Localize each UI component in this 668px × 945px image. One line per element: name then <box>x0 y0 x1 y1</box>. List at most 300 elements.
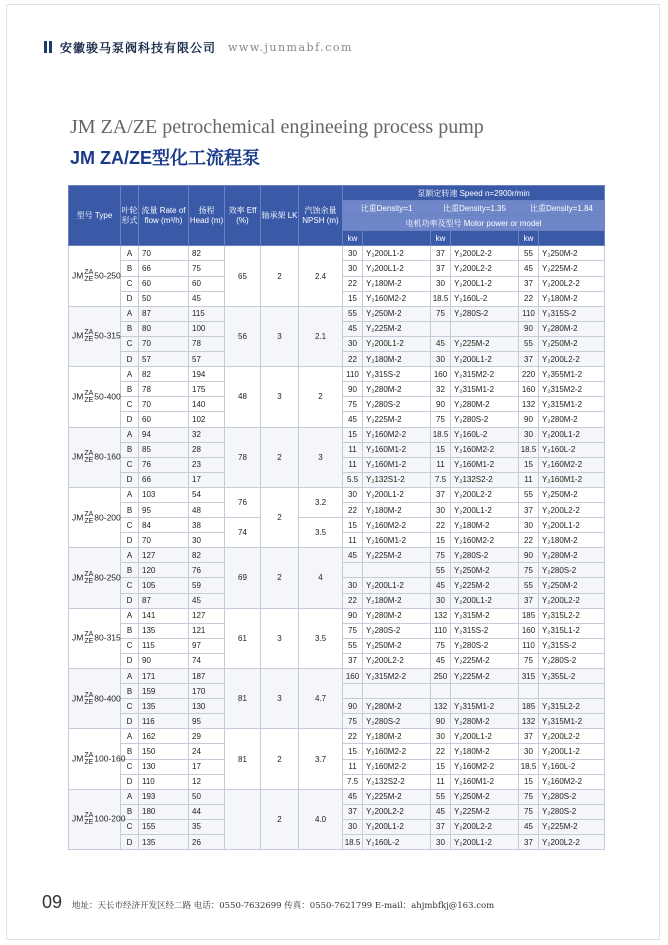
impeller-cell: B <box>121 502 139 517</box>
header-motor: 电机功率及型号 Motor power or model <box>343 216 605 231</box>
motor-cell: Y₂200L1-2 <box>539 744 605 759</box>
motor-cell: Y₂280M-2 <box>451 397 519 412</box>
flow-cell: 135 <box>139 699 189 714</box>
impeller-cell: D <box>121 593 139 608</box>
kw-cell: 55 <box>519 578 539 593</box>
model-type <box>69 789 126 849</box>
impeller-cell: B <box>121 744 139 759</box>
kw-cell: 55 <box>343 638 363 653</box>
kw-cell: 30 <box>343 336 363 351</box>
model-type <box>69 608 121 668</box>
motor-cell: Y₂315L2-2 <box>539 699 605 714</box>
kw-cell: 55 <box>519 246 539 261</box>
motor-cell: Y₂132S1-2 <box>363 472 431 487</box>
impeller-cell: D <box>121 472 139 487</box>
motor-cell: Y₂180M-2 <box>451 744 519 759</box>
model-type <box>69 669 121 729</box>
motor-cell: Y₂315L1-2 <box>539 623 605 638</box>
table-row <box>69 729 605 744</box>
kw-cell: 7.5 <box>343 774 363 789</box>
model-prefix: JM <box>72 692 84 703</box>
flow-cell: 120 <box>139 563 189 578</box>
model-zaze: ZA ZE <box>84 329 94 344</box>
kw-cell: 37 <box>431 246 451 261</box>
kw-cell: 30 <box>431 593 451 608</box>
kw-cell: 37 <box>431 261 451 276</box>
table-row <box>69 306 605 321</box>
motor-cell: Y₂160M2-2 <box>363 759 431 774</box>
impeller-cell: D <box>121 533 139 548</box>
motor-cell: Y₂200L2-2 <box>539 835 605 850</box>
motor-cell: Y₂160M2-2 <box>451 442 519 457</box>
header-speed: 泵额定转速 Speed n=2900r/min <box>343 186 605 201</box>
kw-cell: 30 <box>519 744 539 759</box>
motor-cell: Y₂200L2-2 <box>451 261 519 276</box>
head-cell: 45 <box>189 593 225 608</box>
motor-cell: Y₂225M-2 <box>363 789 431 804</box>
model-prefix: JM <box>72 451 84 462</box>
motor-cell: Y₂280M-2 <box>539 412 605 427</box>
flow-cell: 80 <box>139 321 189 336</box>
contact-address: 地址：天长市经济开发区经二路 电话：0550-7632699 传真：0550-7621799 E-mail：ahjmbfkj@163.com <box>72 901 495 911</box>
impeller-cell: C <box>121 819 139 834</box>
motor-cell: Y₂160M1-2 <box>363 533 431 548</box>
kw-cell <box>343 563 363 578</box>
motor-cell: Y₂160M2-2 <box>363 744 431 759</box>
model-zaze: ZA ZE <box>84 752 94 767</box>
kw-cell: 30 <box>431 835 451 850</box>
kw-cell <box>343 684 363 699</box>
impeller-cell: A <box>121 306 139 321</box>
kw-cell: 15 <box>431 533 451 548</box>
impeller-cell: C <box>121 699 139 714</box>
header-kw: kw <box>431 231 451 246</box>
kw-cell: 22 <box>519 291 539 306</box>
table-row <box>69 548 605 563</box>
kw-cell: 15 <box>343 291 363 306</box>
motor-cell: Y₂225M-2 <box>363 321 431 336</box>
model-zaze: ZA ZE <box>84 812 94 827</box>
kw-cell: 45 <box>431 336 451 351</box>
motor-cell: Y₂280S-2 <box>363 397 431 412</box>
flow-cell: 193 <box>139 789 189 804</box>
eff-cell: 61 <box>225 608 261 668</box>
flow-cell: 82 <box>139 367 189 382</box>
motor-cell: Y₂200L1-2 <box>451 835 519 850</box>
head-cell: 60 <box>189 276 225 291</box>
company-name: 安徽骏马泵阀科技有限公司 <box>60 40 217 55</box>
table-row <box>69 246 605 261</box>
header-density-1: 比重Density=1 <box>343 201 431 216</box>
eff-cell <box>225 789 261 849</box>
motor-cell: Y₂160M2-2 <box>363 427 431 442</box>
motor-cell: Y₂160M2-2 <box>363 291 431 306</box>
title-english: JM ZA/ZE petrochemical engineeing process pump <box>70 116 484 138</box>
model-prefix: JM <box>72 391 84 402</box>
model-zaze: ZA ZE <box>84 691 94 706</box>
kw-cell: 45 <box>343 321 363 336</box>
title-chinese: JM ZA/ZE型化工流程泵 <box>70 148 261 168</box>
motor-cell: Y₂315M1-2 <box>539 397 605 412</box>
impeller-cell: A <box>121 789 139 804</box>
motor-cell: Y₂132S2-2 <box>451 472 519 487</box>
kw-cell <box>519 684 539 699</box>
motor-cell: Y₂280S-2 <box>539 563 605 578</box>
motor-cell: Y₂200L1-2 <box>451 352 519 367</box>
flow-cell: 84 <box>139 518 189 533</box>
head-cell: 23 <box>189 457 225 472</box>
impeller-cell: C <box>121 638 139 653</box>
motor-cell: Y₂280S-2 <box>451 638 519 653</box>
model-prefix: JM <box>72 813 84 824</box>
impeller-cell: B <box>121 321 139 336</box>
motor-cell: Y₂280S-2 <box>451 412 519 427</box>
impeller-cell: D <box>121 835 139 850</box>
motor-cell: Y₂160M2-2 <box>539 774 605 789</box>
motor-cell: Y₂200L2-2 <box>539 352 605 367</box>
impeller-cell: A <box>121 608 139 623</box>
impeller-cell: B <box>121 563 139 578</box>
kw-cell: 75 <box>431 412 451 427</box>
motor-cell: Y₂132S2-2 <box>363 774 431 789</box>
impeller-cell: B <box>121 623 139 638</box>
motor-cell: Y₂280S-2 <box>539 653 605 668</box>
kw-cell: 55 <box>431 563 451 578</box>
motor-cell: Y₂180M-2 <box>451 518 519 533</box>
impeller-cell: A <box>121 367 139 382</box>
motor-cell: Y₂200L2-2 <box>539 502 605 517</box>
kw-cell: 75 <box>431 638 451 653</box>
motor-cell: Y₂225M-2 <box>451 578 519 593</box>
head-cell: 127 <box>189 608 225 623</box>
kw-cell: 18.5 <box>343 835 363 850</box>
kw-cell: 11 <box>431 457 451 472</box>
motor-cell <box>539 684 605 699</box>
kw-cell: 15 <box>431 442 451 457</box>
kw-cell: 160 <box>343 669 363 684</box>
head-cell: 130 <box>189 699 225 714</box>
head-cell: 17 <box>189 472 225 487</box>
website-url: www.junmabf.com <box>228 40 353 54</box>
motor-cell: Y₂160M2-2 <box>363 518 431 533</box>
kw-cell: 22 <box>343 593 363 608</box>
motor-cell: Y₂225M-2 <box>539 261 605 276</box>
motor-cell: Y₂200L2-2 <box>363 804 431 819</box>
eff-cell: 78 <box>225 427 261 487</box>
head-cell: 170 <box>189 684 225 699</box>
motor-cell: Y₂250M-2 <box>451 789 519 804</box>
head-cell: 187 <box>189 669 225 684</box>
motor-cell: Y₂250M-2 <box>539 336 605 351</box>
kw-cell: 55 <box>343 306 363 321</box>
kw-cell: 18.5 <box>519 759 539 774</box>
motor-cell: Y₂200L2-2 <box>539 593 605 608</box>
model-size: 80-400 <box>94 692 121 703</box>
lk-cell: 3 <box>261 367 299 427</box>
model-size: 50-400 <box>94 391 121 402</box>
model-type <box>69 548 121 608</box>
kw-cell: 30 <box>343 819 363 834</box>
eff-cell: 48 <box>225 367 261 427</box>
kw-cell: 22 <box>431 518 451 533</box>
motor-cell: Y₂160L-2 <box>539 442 605 457</box>
kw-cell: 15 <box>519 457 539 472</box>
motor-cell: Y₂200L2-2 <box>539 276 605 291</box>
npsh-cell: 3.5 <box>299 518 343 548</box>
header-density-184: 比重Density=1.84 <box>519 201 605 216</box>
motor-cell: Y₂355M1-2 <box>539 367 605 382</box>
head-cell: 44 <box>189 804 225 819</box>
kw-cell: 45 <box>519 261 539 276</box>
kw-cell: 30 <box>431 729 451 744</box>
kw-cell: 75 <box>519 653 539 668</box>
lk-cell: 2 <box>261 729 299 789</box>
kw-cell: 132 <box>431 608 451 623</box>
motor-cell: Y₂180M-2 <box>539 291 605 306</box>
kw-cell: 45 <box>343 789 363 804</box>
flow-cell: 50 <box>139 291 189 306</box>
lk-cell: 2 <box>261 789 299 849</box>
flow-cell: 70 <box>139 336 189 351</box>
model-size: 80-200 <box>94 511 121 522</box>
motor-cell <box>363 563 431 578</box>
model-zaze: ZA ZE <box>84 631 94 646</box>
npsh-cell: 2 <box>299 367 343 427</box>
motor-cell: Y₂180M-2 <box>539 533 605 548</box>
kw-cell <box>431 321 451 336</box>
impeller-cell: D <box>121 412 139 427</box>
motor-cell: Y₂200L1-2 <box>451 729 519 744</box>
page-footer <box>42 892 494 913</box>
eff-cell: 81 <box>225 729 261 789</box>
table-row <box>69 367 605 382</box>
model-zaze: ZA ZE <box>84 450 94 465</box>
impeller-cell: B <box>121 684 139 699</box>
impeller-cell: A <box>121 427 139 442</box>
motor-cell <box>451 684 519 699</box>
motor-cell: Y₂315S-2 <box>539 638 605 653</box>
flow-cell: 87 <box>139 306 189 321</box>
kw-cell: 37 <box>343 804 363 819</box>
kw-cell: 22 <box>343 352 363 367</box>
motor-cell: Y₂200L1-2 <box>363 261 431 276</box>
npsh-cell: 4.7 <box>299 669 343 729</box>
kw-cell: 22 <box>519 533 539 548</box>
head-cell: 140 <box>189 397 225 412</box>
kw-cell: 45 <box>343 548 363 563</box>
page-number: 09 <box>42 892 63 912</box>
flow-cell: 141 <box>139 608 189 623</box>
motor-cell: Y₂180M-2 <box>363 502 431 517</box>
kw-cell: 75 <box>431 548 451 563</box>
head-cell: 30 <box>189 533 225 548</box>
impeller-cell: B <box>121 382 139 397</box>
kw-cell: 30 <box>343 261 363 276</box>
flow-cell: 76 <box>139 457 189 472</box>
motor-cell: Y₂225M-2 <box>451 804 519 819</box>
eff-cell: 69 <box>225 548 261 608</box>
model-prefix: JM <box>72 753 84 764</box>
kw-cell: 315 <box>519 669 539 684</box>
table-row <box>69 518 605 533</box>
npsh-cell: 2.4 <box>299 246 343 306</box>
motor-cell: Y₂280S-2 <box>451 548 519 563</box>
model-size: 100-200 <box>94 813 126 824</box>
impeller-cell: A <box>121 487 139 502</box>
motor-cell: Y₂160M1-2 <box>539 472 605 487</box>
motor-cell: Y₂200L1-2 <box>539 427 605 442</box>
flow-cell: 110 <box>139 774 189 789</box>
kw-cell: 37 <box>519 593 539 608</box>
flow-cell: 105 <box>139 578 189 593</box>
head-cell: 82 <box>189 246 225 261</box>
eff-cell: 65 <box>225 246 261 306</box>
model-size: 50-250 <box>94 270 121 281</box>
kw-cell: 30 <box>343 487 363 502</box>
flow-cell: 155 <box>139 819 189 834</box>
kw-cell: 110 <box>519 638 539 653</box>
head-cell: 59 <box>189 578 225 593</box>
model-type <box>69 367 121 427</box>
motor-cell: Y₂280M-2 <box>539 321 605 336</box>
model-type <box>69 487 121 547</box>
header-density-135: 比重Density=1.35 <box>431 201 519 216</box>
kw-cell: 45 <box>431 578 451 593</box>
model-size: 80-250 <box>94 572 121 583</box>
head-cell: 194 <box>189 367 225 382</box>
motor-cell: Y₂225M-2 <box>363 412 431 427</box>
lk-cell: 2 <box>261 427 299 487</box>
motor-cell: Y₂200L1-2 <box>363 819 431 834</box>
kw-cell: 160 <box>519 382 539 397</box>
motor-cell: Y₂225M-2 <box>451 653 519 668</box>
flow-cell: 70 <box>139 533 189 548</box>
impeller-cell: D <box>121 352 139 367</box>
motor-cell: Y₂160L-2 <box>451 291 519 306</box>
head-cell: 50 <box>189 789 225 804</box>
model-size: 100-160 <box>94 753 126 764</box>
kw-cell: 45 <box>519 819 539 834</box>
model-type <box>69 729 126 789</box>
motor-cell: Y₂315S-2 <box>363 367 431 382</box>
kw-cell: 37 <box>431 819 451 834</box>
kw-cell: 15 <box>519 774 539 789</box>
kw-cell: 90 <box>519 548 539 563</box>
motor-cell: Y₂200L2-2 <box>363 653 431 668</box>
impeller-cell: A <box>121 729 139 744</box>
head-cell: 95 <box>189 714 225 729</box>
motor-cell: Y₂280M-2 <box>451 714 519 729</box>
motor-cell: Y₂225M-2 <box>363 548 431 563</box>
flow-cell: 60 <box>139 276 189 291</box>
head-cell: 175 <box>189 382 225 397</box>
head-cell: 75 <box>189 261 225 276</box>
head-cell: 97 <box>189 638 225 653</box>
kw-cell: 11 <box>343 442 363 457</box>
kw-cell: 37 <box>343 653 363 668</box>
flow-cell: 70 <box>139 246 189 261</box>
head-cell: 57 <box>189 352 225 367</box>
head-cell: 26 <box>189 835 225 850</box>
kw-cell: 185 <box>519 699 539 714</box>
motor-cell: Y₂315M1-2 <box>539 714 605 729</box>
flow-cell: 95 <box>139 502 189 517</box>
flow-cell: 103 <box>139 487 189 502</box>
motor-cell: Y₂160M1-2 <box>451 457 519 472</box>
head-cell: 121 <box>189 623 225 638</box>
motor-cell: Y₂315M1-2 <box>451 382 519 397</box>
flow-cell: 85 <box>139 442 189 457</box>
model-size: 80-315 <box>94 632 121 643</box>
kw-cell: 90 <box>343 382 363 397</box>
model-zaze: ZA ZE <box>84 570 94 585</box>
kw-cell: 5.5 <box>343 472 363 487</box>
model-prefix: JM <box>72 511 84 522</box>
flow-cell: 130 <box>139 759 189 774</box>
kw-cell: 132 <box>431 699 451 714</box>
header-bars-icon <box>44 41 52 53</box>
kw-cell: 90 <box>519 321 539 336</box>
kw-cell: 15 <box>431 759 451 774</box>
head-cell: 48 <box>189 502 225 517</box>
flow-cell: 90 <box>139 653 189 668</box>
head-cell: 29 <box>189 729 225 744</box>
impeller-cell: C <box>121 457 139 472</box>
kw-cell: 160 <box>519 623 539 638</box>
impeller-cell: D <box>121 653 139 668</box>
motor-cell <box>451 321 519 336</box>
flow-cell: 87 <box>139 593 189 608</box>
motor-cell: Y₂315M2-2 <box>539 382 605 397</box>
impeller-cell: C <box>121 276 139 291</box>
eff-cell: 56 <box>225 306 261 366</box>
impeller-cell: D <box>121 714 139 729</box>
model-type <box>69 306 121 366</box>
kw-cell: 75 <box>431 306 451 321</box>
kw-cell: 30 <box>431 502 451 517</box>
motor-cell: Y₂160M1-2 <box>451 774 519 789</box>
kw-cell: 37 <box>519 502 539 517</box>
lk-cell: 3 <box>261 669 299 729</box>
head-cell: 102 <box>189 412 225 427</box>
npsh-cell: 3.2 <box>299 487 343 517</box>
kw-cell: 11 <box>343 533 363 548</box>
motor-cell: Y₂250M-2 <box>451 563 519 578</box>
npsh-cell: 4.0 <box>299 789 343 849</box>
kw-cell: 90 <box>431 714 451 729</box>
kw-cell: 110 <box>519 306 539 321</box>
motor-cell: Y₂200L1-2 <box>363 246 431 261</box>
head-cell: 78 <box>189 336 225 351</box>
kw-cell: 160 <box>431 367 451 382</box>
flow-cell: 57 <box>139 352 189 367</box>
impeller-cell: A <box>121 246 139 261</box>
motor-cell: Y₂160L-2 <box>539 759 605 774</box>
kw-cell: 75 <box>519 789 539 804</box>
kw-cell: 30 <box>343 246 363 261</box>
impeller-cell: C <box>121 397 139 412</box>
header-lk: 轴承架 LK <box>261 186 299 246</box>
kw-cell: 22 <box>431 744 451 759</box>
kw-cell: 37 <box>519 352 539 367</box>
eff-cell: 76 <box>225 487 261 517</box>
flow-cell: 94 <box>139 427 189 442</box>
motor-cell: Y₂280M-2 <box>363 608 431 623</box>
kw-cell: 45 <box>431 653 451 668</box>
header-flow: 流量 Rate of flow (m³/h) <box>139 186 189 246</box>
header-kw: kw <box>343 231 363 246</box>
table-row <box>69 789 605 804</box>
